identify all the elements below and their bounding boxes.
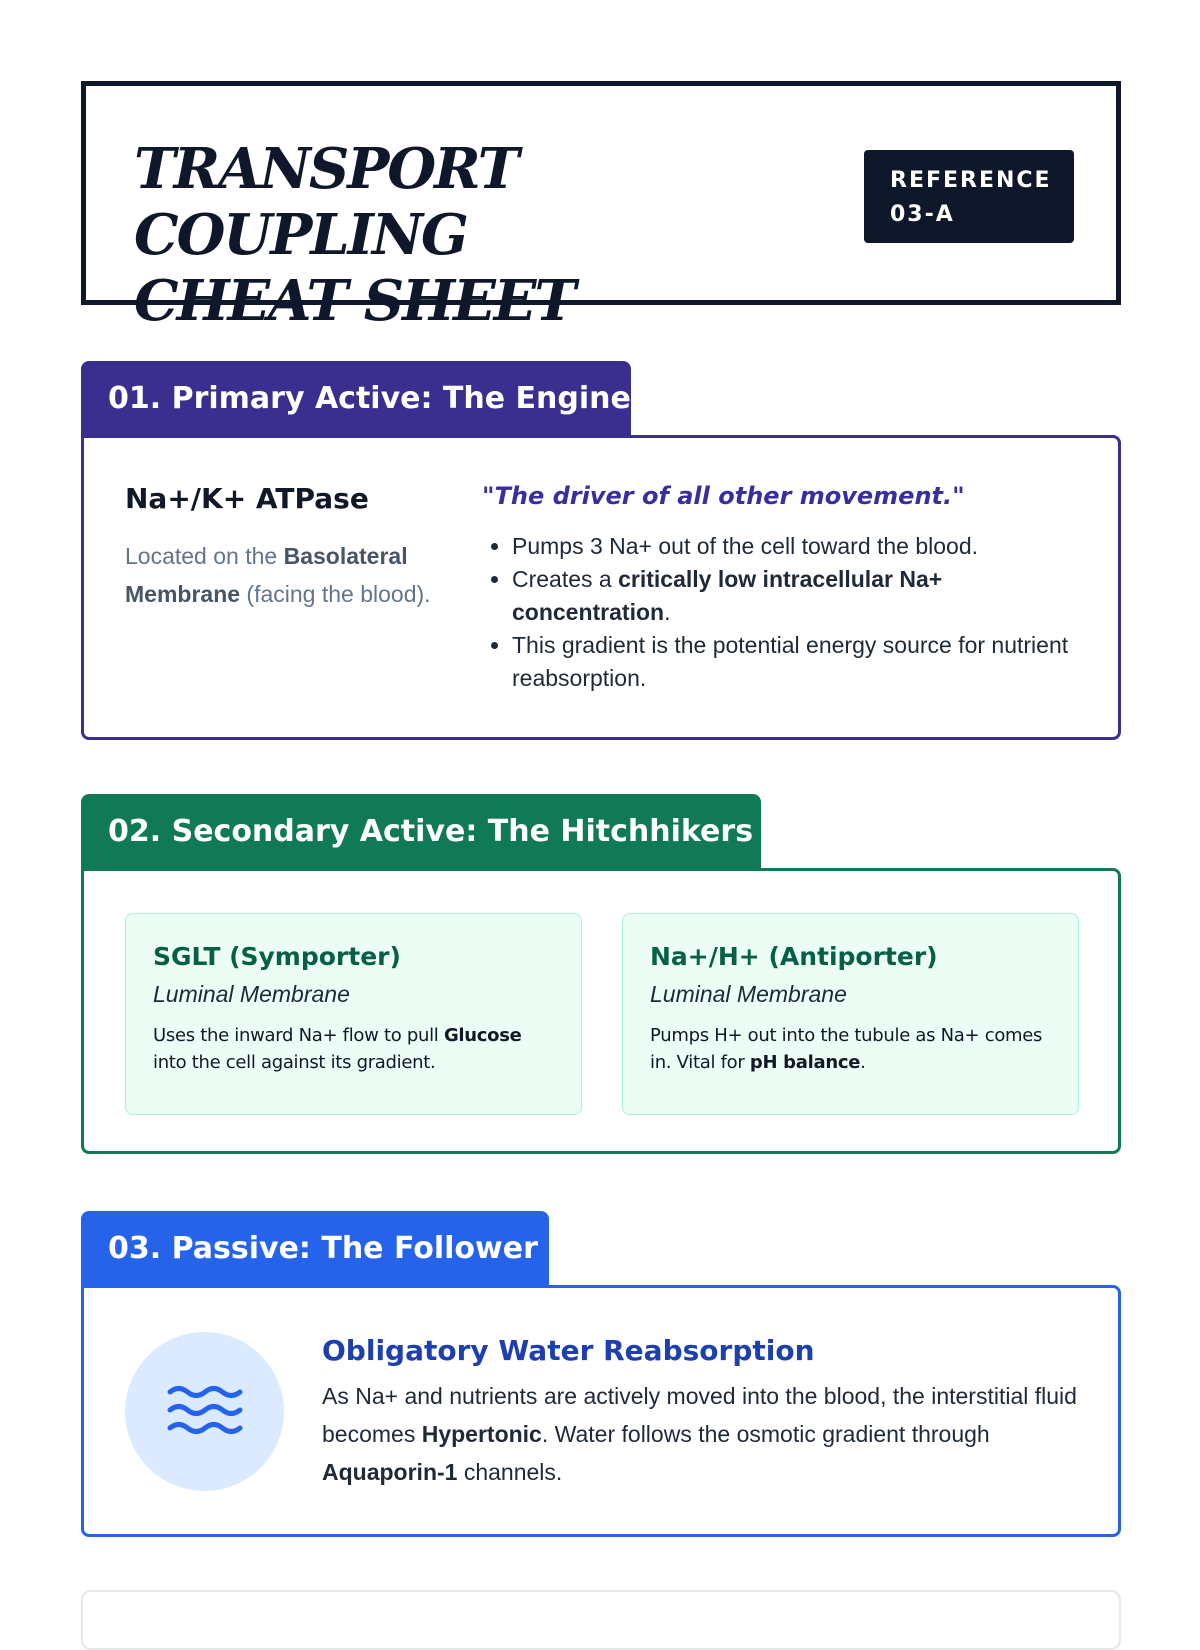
water-info [322, 1334, 1082, 1491]
list-item: • This gradient is the potential energy source for nutrient reabsorption. [512, 629, 1082, 695]
pump-details [482, 482, 1082, 695]
list-item: • Creates a critically low intracellular Na+ concentration. [512, 563, 1082, 629]
water-description: As Na+ and nutrients are actively moved into the blood, the interstitial fluid becomes Hypertonic. Water follows the osmotic gradient through Aquaporin-1 channels. [322, 1383, 1077, 1485]
reference-badge [864, 150, 1074, 243]
pump-info [125, 482, 435, 613]
water-waves-icon [125, 1332, 284, 1491]
list-item: • Pumps 3 Na+ out of the cell toward the blood. [512, 530, 1082, 563]
card-title: Na+/H+ (Antiporter) [650, 942, 938, 971]
title-line-2: CHEAT SHEET [134, 268, 575, 334]
card-title: SGLT (Symporter) [153, 942, 401, 971]
transporter-card-nhe [622, 913, 1079, 1115]
pump-bullets [482, 530, 1082, 695]
card-description: Pumps H+ out into the tubule as Na+ comes in. Vital for pH balance. [650, 1025, 1043, 1073]
pump-location: Located on the Basolateral Membrane (facing the blood). [125, 543, 431, 607]
section-tab: 01. Primary Active: The Engine [81, 361, 631, 437]
section-tab: 03. Passive: The Follower [81, 1211, 549, 1287]
header [81, 81, 1121, 334]
card-description: Uses the inward Na+ flow to pull Glucose into the cell against its gradient. [153, 1025, 522, 1073]
title-line-1: TRANSPORT COUPLING [134, 136, 518, 268]
section-tab: 02. Secondary Active: The Hitchhikers [81, 794, 761, 870]
badge-line-1: REFERENCE [890, 168, 1052, 193]
section-panel [81, 435, 1121, 740]
section-panel [81, 868, 1121, 1154]
section-panel [81, 1285, 1121, 1537]
card-location: Luminal Membrane [650, 981, 847, 1007]
next-section-panel [81, 1590, 1121, 1650]
water-title: Obligatory Water Reabsorption [322, 1334, 815, 1367]
page-title [134, 136, 854, 334]
card-location: Luminal Membrane [153, 981, 350, 1007]
badge-line-2: 03-A [890, 202, 955, 227]
pump-name: Na+/K+ ATPase [125, 482, 369, 515]
pump-quote: "The driver of all other movement." [482, 482, 965, 510]
transporter-card-sglt [125, 913, 582, 1115]
